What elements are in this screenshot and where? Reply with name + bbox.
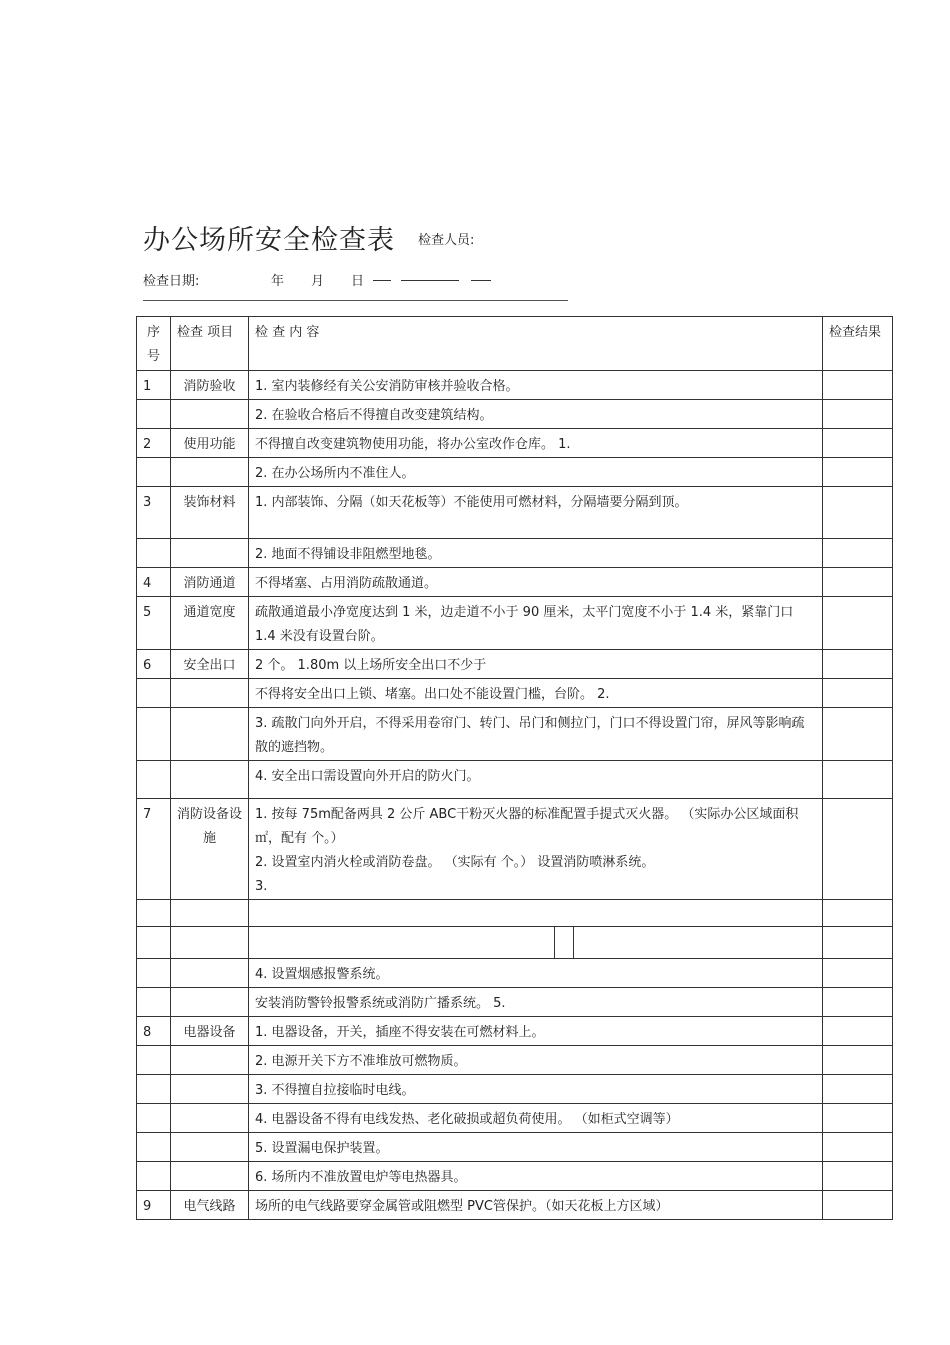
row-no xyxy=(137,959,171,988)
row-no xyxy=(137,539,171,568)
header-result: 检查结果 xyxy=(823,317,893,371)
row-content: 不得擅自改变建筑物使用功能，将办公室改作仓库。 1. xyxy=(249,429,823,458)
row-result[interactable] xyxy=(823,487,893,539)
row-item: 电气线路 xyxy=(171,1191,249,1220)
row-content: 6. 场所内不准放置电炉等电热器具。 xyxy=(249,1162,823,1191)
row-item xyxy=(171,1046,249,1075)
row-result[interactable] xyxy=(823,988,893,1017)
row-content: 2. 在验收合格后不得擅自改变建筑结构。 xyxy=(249,400,823,429)
row-result[interactable] xyxy=(823,708,893,761)
row-content: 场所的电气线路要穿金属管或阻燃型 PVC管保护。（如天花板上方区域） xyxy=(249,1191,823,1220)
row-result[interactable] xyxy=(823,1162,893,1191)
row-content: 安装消防警铃报警系统或消防广播系统。 5. xyxy=(249,988,823,1017)
row-result[interactable] xyxy=(823,761,893,799)
row-content: 不得堵塞、占用消防疏散通道。 xyxy=(249,568,823,597)
row-result[interactable] xyxy=(823,650,893,679)
row-item: 电器设备 xyxy=(171,1017,249,1046)
row-content: 不得将安全出口上锁、堵塞。出口处不能设置门槛，台阶。 2. xyxy=(249,679,823,708)
row-content-line: 1. 按每 75m配备两具 2 公斤 ABC干粉灭火器的标准配置手提式灭火器。 （实际办公区域面积 ㎡，配有 个。） xyxy=(255,807,799,846)
inspector-label: 检查人员: xyxy=(418,233,475,248)
date-blank-2 xyxy=(401,270,459,285)
inspection-table xyxy=(136,316,893,1220)
row-content: 3. 疏散门向外开启，不得采用卷帘门、转门、吊门和侧拉门，门口不得设置门帘，屏风等影响疏散的遮挡物。 xyxy=(249,708,823,761)
row-no: 9 xyxy=(137,1191,171,1220)
row-item xyxy=(171,679,249,708)
row-item: 消防设备设施 xyxy=(171,799,249,900)
row-no xyxy=(137,988,171,1017)
date-blank-3 xyxy=(471,270,491,285)
table-row xyxy=(137,1075,893,1104)
row-result[interactable] xyxy=(823,429,893,458)
row-content: 1. 电器设备，开关，插座不得安装在可燃材料上。 xyxy=(249,1017,823,1046)
page-title: 办公场所安全检查表 xyxy=(143,225,395,256)
row-content: 2. 电源开关下方不准堆放可燃物质。 xyxy=(249,1046,823,1075)
table-row xyxy=(137,429,893,458)
row-no: 8 xyxy=(137,1017,171,1046)
row-result[interactable] xyxy=(823,900,893,927)
row-no: 5 xyxy=(137,597,171,650)
row-item xyxy=(171,959,249,988)
row-item xyxy=(171,1162,249,1191)
table-row xyxy=(137,487,893,539)
row-content xyxy=(249,799,823,900)
row-content: 2 个。 1.80m 以上场所安全出口不少于 xyxy=(249,650,823,679)
row-content: 4. 电器设备不得有电线发热、老化破损或超负荷使用。 （如柜式空调等） xyxy=(249,1104,823,1133)
day-label: 日 xyxy=(351,274,365,289)
table-row xyxy=(137,539,893,568)
row-result[interactable] xyxy=(823,400,893,429)
header-item: 检查 项目 xyxy=(171,317,249,371)
row-result[interactable] xyxy=(823,1017,893,1046)
row-item xyxy=(171,761,249,799)
table-row xyxy=(137,1046,893,1075)
table-row xyxy=(137,597,893,650)
table-row xyxy=(137,927,893,959)
row-content: 5. 设置漏电保护装置。 xyxy=(249,1133,823,1162)
row-result[interactable] xyxy=(823,1133,893,1162)
row-result[interactable] xyxy=(823,1046,893,1075)
table-row xyxy=(137,761,893,799)
row-item: 装饰材料 xyxy=(171,487,249,539)
table-row xyxy=(137,458,893,487)
table-row xyxy=(137,799,893,900)
row-no xyxy=(137,679,171,708)
table-row xyxy=(137,679,893,708)
row-result[interactable] xyxy=(823,1075,893,1104)
row-result[interactable] xyxy=(823,597,893,650)
table-row xyxy=(137,1133,893,1162)
table-row xyxy=(137,400,893,429)
table-row xyxy=(137,959,893,988)
row-no xyxy=(137,1133,171,1162)
row-no xyxy=(137,900,171,927)
row-content-line: 3. xyxy=(255,879,268,894)
row-no xyxy=(137,1162,171,1191)
row-no xyxy=(137,400,171,429)
table-row xyxy=(137,1162,893,1191)
row-no: 4 xyxy=(137,568,171,597)
row-no: 3 xyxy=(137,487,171,539)
row-content: 4. 安全出口需设置向外开启的防火门。 xyxy=(249,761,823,799)
row-result[interactable] xyxy=(823,799,893,900)
table-row xyxy=(137,568,893,597)
row-no: 1 xyxy=(137,371,171,400)
row-item: 安全出口 xyxy=(171,650,249,679)
date-label: 检查日期: xyxy=(143,274,200,289)
row-result[interactable] xyxy=(823,458,893,487)
row-no xyxy=(137,708,171,761)
header-content: 检 查 内 容 xyxy=(249,317,823,371)
row-content: 2. 在办公场所内不准住人。 xyxy=(249,458,823,487)
table-row xyxy=(137,1191,893,1220)
row-result[interactable] xyxy=(823,1191,893,1220)
row-no: 2 xyxy=(137,429,171,458)
table-row xyxy=(137,371,893,400)
month-label: 月 xyxy=(311,274,325,289)
row-item xyxy=(171,400,249,429)
row-item: 通道宽度 xyxy=(171,597,249,650)
row-item xyxy=(171,988,249,1017)
table-row xyxy=(137,1017,893,1046)
row-no xyxy=(137,1075,171,1104)
row-no xyxy=(137,1104,171,1133)
row-item xyxy=(171,1104,249,1133)
row-content: 疏散通道最小净宽度达到 1 米，边走道不小于 90 厘米，太平门宽度不小于 1.4 米，紧靠门口 1.4 米没有设置台阶。 xyxy=(249,597,823,650)
row-item xyxy=(171,927,249,959)
row-no: 6 xyxy=(137,650,171,679)
row-result[interactable] xyxy=(823,959,893,988)
row-no xyxy=(137,458,171,487)
row-no: 7 xyxy=(137,799,171,900)
row-item xyxy=(171,458,249,487)
checkbox-cells xyxy=(554,927,574,959)
row-content xyxy=(249,927,823,959)
row-no xyxy=(137,927,171,959)
header-no: 序 号 xyxy=(137,317,171,371)
row-item: 消防验收 xyxy=(171,371,249,400)
date-blank-1 xyxy=(373,270,391,285)
row-item: 消防通道 xyxy=(171,568,249,597)
row-content: 1. 室内装修经有关公安消防审核并验收合格。 xyxy=(249,371,823,400)
row-result[interactable] xyxy=(823,539,893,568)
table-row xyxy=(137,900,893,927)
table-header-row xyxy=(137,317,893,371)
row-item xyxy=(171,708,249,761)
row-result[interactable] xyxy=(823,371,893,400)
row-content: 2. 地面不得铺设非阻燃型地毯。 xyxy=(249,539,823,568)
row-result[interactable] xyxy=(823,1104,893,1133)
row-content: 1. 内部装饰、分隔（如天花板等）不能使用可燃材料，分隔墙要分隔到顶。 xyxy=(249,487,823,539)
row-content xyxy=(249,900,823,927)
row-item xyxy=(171,1133,249,1162)
row-item xyxy=(171,1075,249,1104)
row-result[interactable] xyxy=(823,679,893,708)
row-content: 3. 不得擅自拉接临时电线。 xyxy=(249,1075,823,1104)
table-row xyxy=(137,988,893,1017)
table-row xyxy=(137,1104,893,1133)
row-item xyxy=(171,900,249,927)
header-rule xyxy=(143,300,568,301)
row-result[interactable] xyxy=(823,927,893,959)
row-content-line: 2. 设置室内消火栓或消防卷盘。 （实际有 个。） 设置消防喷淋系统。 xyxy=(255,855,655,870)
row-item: 使用功能 xyxy=(171,429,249,458)
row-content: 4. 设置烟感报警系统。 xyxy=(249,959,823,988)
row-no xyxy=(137,761,171,799)
row-no xyxy=(137,1046,171,1075)
table-row xyxy=(137,650,893,679)
row-result[interactable] xyxy=(823,568,893,597)
table-row xyxy=(137,708,893,761)
year-label: 年 xyxy=(271,274,285,289)
row-item xyxy=(171,539,249,568)
